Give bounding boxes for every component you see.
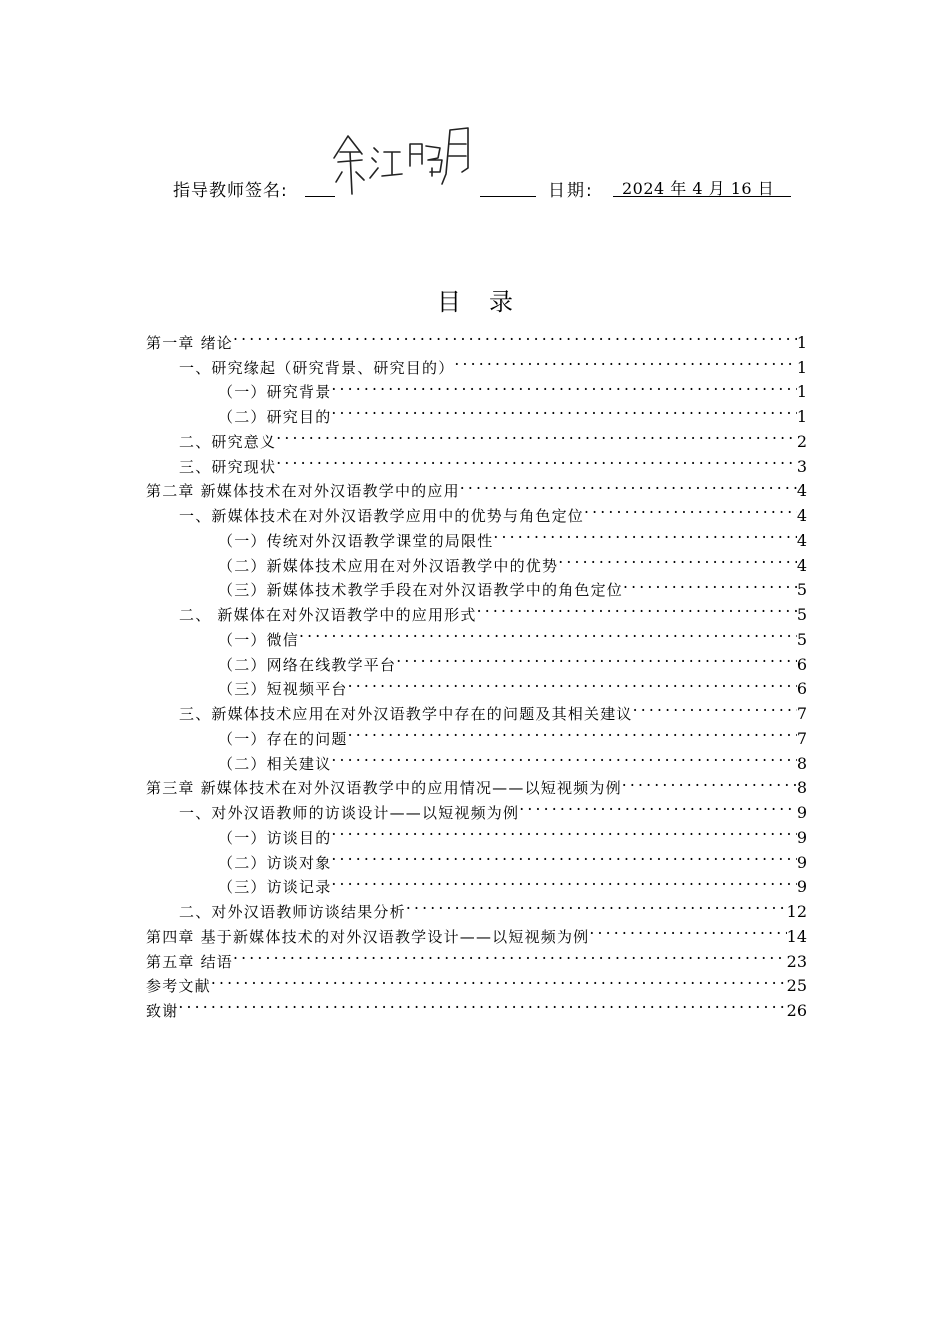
toc-dot-leader [331, 373, 796, 398]
toc-entry-page: 8 [796, 753, 807, 773]
toc-entry-title: （三）访谈记录 [218, 878, 332, 897]
toc-entry-title: （三）新媒体技术教学手段在对外汉语教学中的角色定位 [218, 581, 624, 600]
toc-entry[interactable] [146, 348, 807, 377]
toc-entry-page: 5 [796, 580, 807, 600]
toc-dot-leader [178, 991, 786, 1016]
toc-entry-title: 第四章 基于新媒体技术的对外汉语教学设计——以短视频为例 [146, 927, 590, 946]
toc-entry-title: 参考文献 [146, 977, 211, 996]
toc-entry-page: 7 [796, 728, 807, 748]
toc-entry-page: 5 [796, 605, 807, 624]
toc-dot-leader [348, 670, 797, 695]
toc-dot-leader [477, 595, 797, 620]
toc-entry[interactable] [146, 942, 807, 971]
toc-entry-page: 4 [796, 481, 807, 501]
toc-dot-leader [348, 719, 797, 744]
toc-dot-leader [454, 348, 796, 373]
toc-entry-title: 二、 新媒体在对外汉语教学中的应用形式 [179, 606, 477, 624]
toc-dot-leader [623, 571, 797, 596]
toc-entry-title: （二）研究目的 [218, 408, 332, 426]
supervisor-signature-label: 指导教师签名: [173, 181, 288, 201]
toc-entry-title: （一）微信 [218, 630, 300, 649]
date-label: 日期: [548, 181, 594, 201]
table-of-contents [146, 323, 807, 1020]
toc-entry-page: 6 [796, 679, 807, 699]
toc-entry[interactable] [146, 323, 807, 352]
toc-entry-title: （二）网络在线教学平台 [218, 655, 397, 674]
toc-entry-page: 1 [796, 332, 807, 352]
handwritten-signature [330, 122, 480, 202]
toc-dot-leader [622, 769, 797, 794]
toc-entry-title: 致谢 [146, 1002, 179, 1020]
toc-dot-leader [406, 892, 787, 917]
toc-dot-leader [233, 323, 797, 348]
toc-entry-title: 一、新媒体技术在对外汉语教学应用中的优势与角色定位 [179, 507, 585, 525]
toc-dot-leader [331, 818, 796, 843]
toc-entry-title: （二）新媒体技术应用在对外汉语教学中的优势 [218, 556, 559, 575]
toc-dot-leader [396, 645, 797, 670]
toc-entry-title: 二、研究意义 [179, 432, 277, 451]
toc-dot-leader [460, 472, 797, 497]
toc-dot-leader [299, 620, 797, 645]
toc-entry-page: 14 [786, 926, 807, 946]
toc-entry-title: （二）访谈对象 [218, 853, 332, 872]
toc-entry-page: 23 [786, 951, 807, 971]
toc-entry-page: 1 [796, 382, 807, 402]
toc-entry-page: 1 [796, 407, 807, 426]
date-underline [613, 196, 791, 197]
toc-entry[interactable] [146, 967, 807, 996]
toc-dot-leader [276, 447, 797, 472]
toc-dot-leader [233, 942, 787, 967]
toc-dot-leader [331, 744, 796, 769]
toc-entry-title: 二、对外汉语教师访谈结果分析 [179, 903, 406, 921]
toc-dot-leader [589, 917, 786, 942]
toc-entry-title: （二）相关建议 [218, 754, 332, 773]
toc-entry-title: 第二章 新媒体技术在对外汉语教学中的应用 [146, 482, 460, 501]
toc-dot-leader [211, 967, 787, 992]
signature-line [0, 168, 950, 208]
toc-entry-page: 9 [796, 827, 807, 847]
toc-entry-page: 25 [786, 976, 807, 996]
toc-entry-page: 9 [796, 852, 807, 872]
toc-entry[interactable] [146, 991, 807, 1020]
date-value: 2024 年 4 月 16 日 [622, 179, 775, 198]
toc-dot-leader [558, 546, 797, 571]
toc-entry-title: 第五章 结语 [146, 952, 233, 971]
toc-dot-leader [519, 793, 797, 818]
toc-dot-leader [331, 868, 796, 893]
toc-entry-page: 9 [796, 877, 807, 897]
toc-entry-title: 三、新媒体技术应用在对外汉语教学中存在的问题及其相关建议 [179, 705, 633, 723]
signature-underline-right [480, 196, 536, 197]
toc-entry-title: （一）存在的问题 [218, 729, 348, 748]
toc-entry-title: 一、研究缘起（研究背景、研究目的） [179, 358, 455, 377]
toc-entry-page: 7 [796, 704, 807, 723]
toc-entry-title: 三、研究现状 [179, 457, 277, 476]
toc-entry-title: 第三章 新媒体技术在对外汉语教学中的应用情况——以短视频为例 [146, 779, 622, 798]
toc-entry-page: 5 [796, 629, 807, 649]
toc-entry-title: （一）传统对外汉语教学课堂的局限性 [218, 531, 494, 550]
toc-entry-page: 26 [786, 1001, 807, 1020]
toc-entry-page: 8 [796, 778, 807, 798]
toc-entry-page: 4 [796, 555, 807, 575]
toc-dot-leader [493, 521, 796, 546]
toc-entry-page: 3 [796, 456, 807, 476]
toc-entry-page: 6 [796, 654, 807, 674]
toc-entry-title: 第一章 绪论 [146, 333, 233, 352]
toc-dot-leader [331, 843, 796, 868]
toc-entry-page: 2 [796, 431, 807, 451]
toc-dot-leader [584, 496, 797, 521]
toc-entry-page: 4 [796, 506, 807, 525]
toc-entry-title: （三）短视频平台 [218, 680, 348, 699]
toc-entry-page: 9 [796, 803, 807, 822]
toc-title: 目录 [437, 288, 541, 316]
toc-entry-page: 4 [796, 530, 807, 550]
toc-entry-page: 12 [786, 902, 807, 921]
toc-entry-page: 1 [796, 357, 807, 377]
toc-entry-title: （一）访谈目的 [218, 828, 332, 847]
toc-dot-leader [633, 694, 797, 719]
toc-entry-title: 一、对外汉语教师的访谈设计——以短视频为例 [179, 804, 520, 822]
toc-dot-leader [276, 422, 797, 447]
toc-dot-leader [331, 397, 796, 422]
toc-entry-title: （一）研究背景 [218, 383, 332, 402]
